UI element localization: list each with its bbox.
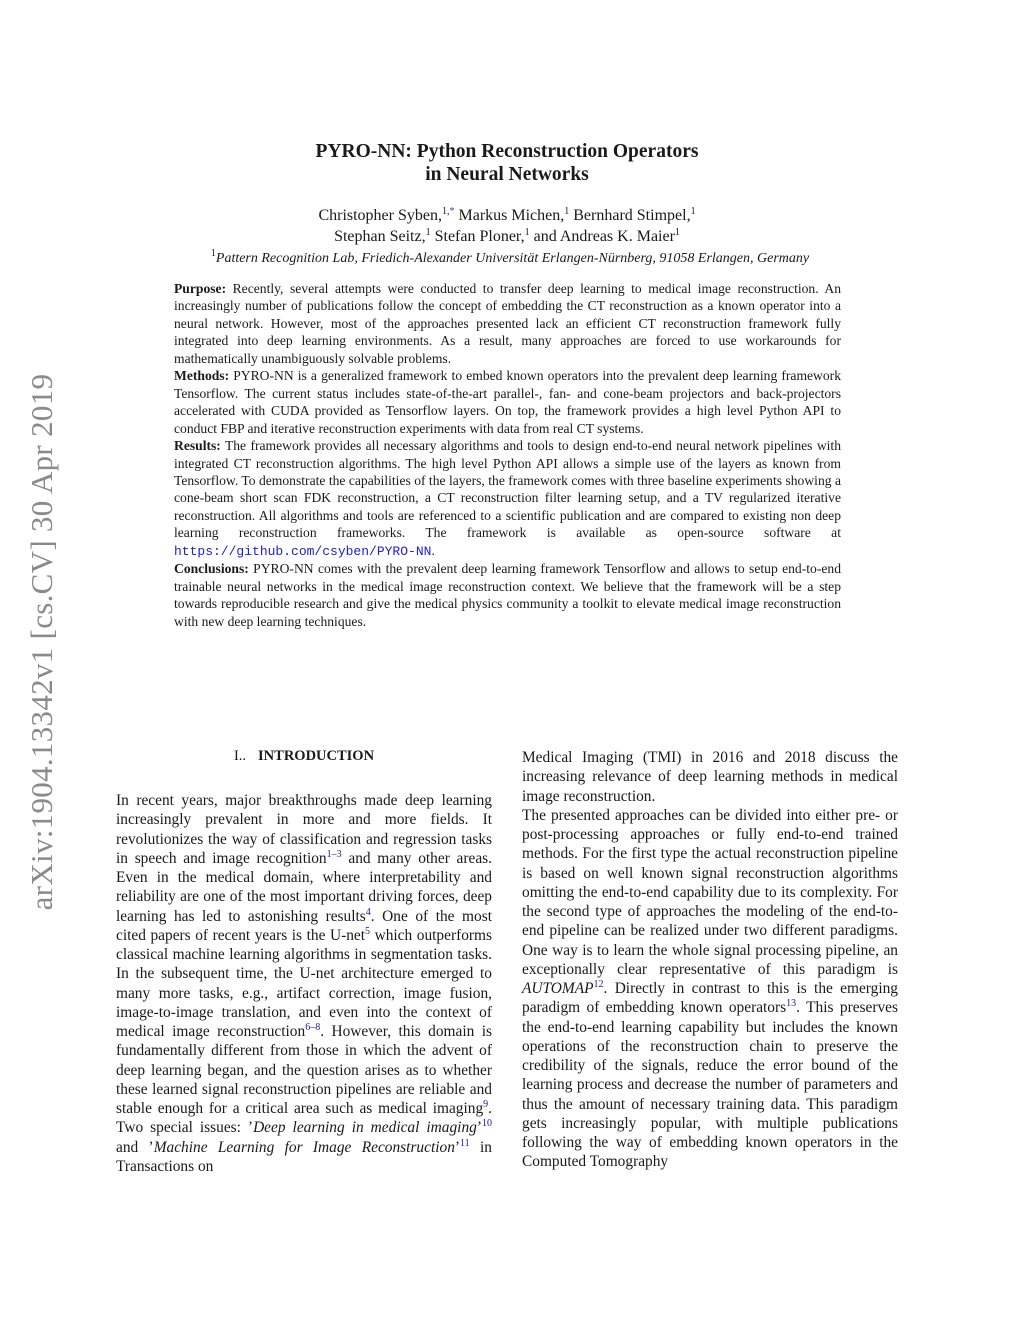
author: Christopher Syben,$^{1,*}$ [318, 206, 455, 224]
citation[interactable]: 6–8 [305, 1022, 321, 1033]
body-paragraph: The presented approaches can be divided into either pre- or post-processing approaches or fully end-to-end trained methods. For the first type the actual reconstruction pipeline is based on well known signal reconstruction algorithms omitting the end-to-end capability due to its complexity. For the second type of approaches the modeling of the end-to-end pipeline can be realized under two different paradigms. One way is to learn the whole signal processing pipeline, an exceptionally clear representative of this paradigm is AUTOMAP$^{12}$. Directly in contrast to this is the emerging paradigm of embedding known operators$^{13}$. This preserves the end-to-end learning capability but includes the known operations of the reconstruction chain to preserve the credibility of the signals, reduce the error bound of the learning process and decrease the number of parameters and thus the amount of necessary training data. This paradigm gets increasingly popular, with multiple publications following the way of embedding known operators in the Computed Tomography [522, 806, 898, 1171]
citation[interactable]: 5 [365, 925, 371, 937]
author: and Andreas K. Maier$^1$ [533, 227, 680, 245]
author: Stephan Seitz,$^1$ [334, 227, 431, 245]
citation[interactable]: 9 [483, 1099, 489, 1110]
left-column [116, 791, 492, 1176]
section-heading: I.. INTRODUCTION [233, 748, 375, 764]
citation[interactable]: 10 [482, 1118, 492, 1130]
author: Stefan Ploner,$^1$ [434, 227, 530, 245]
body-paragraph: In recent years, major breakthroughs made deep learning increasingly prevalent in more and more fields. It revolutionizes the way of classification and regression tasks in speech and image recognition$^{1-3}$ and many other areas. Even in the medical domain, where interpretability and reliability are one of the most important driving forces, deep learning has led to astonishing results$^4$. One of the most cited papers of recent years is the U-net$^5$ which outperforms classical machine learning algorithms in segmentation tasks. In the subsequent time, the U-net architecture emerged to many more tasks, e.g., artifact correction, image fusion, image-to-image translation, and even into the context of medical image reconstruction$^{6-8}$. However, this domain is fundamentally different from those in which the advent of deep learning began, and the question arises as to whether these learned signal reconstruction pipelines are reliable and stable enough for a critical area such as medical imaging$^9$. Two special issues: ’Deep learning in medical imaging’$^{10}$ and ’Machine Learning for Image Reconstruction’$^{11}$ in Transactions on [116, 792, 493, 1175]
citation[interactable]: 11 [460, 1137, 470, 1149]
citation[interactable]: 12 [593, 979, 604, 990]
github-link[interactable]: https://github.com/csyben/PYRO-NN [174, 543, 432, 559]
affiliation: $^1$Pattern Recognition Lab, Friedich-Alexander Universität Erlangen-Nürnberg, 91058 Erlangen, Germany [210, 248, 810, 266]
paper-title [0, 140, 1014, 186]
author: Markus Michen,$^1$ [458, 206, 570, 224]
abstract-methods: Methods: PYRO-NN is a generalized framework to embed known operators into the prevalent deep learning framework Tensorflow. The current status includes state-of-the-art parallel-, fan- and cone-beam projectors and back-projectors accelerated with CUDA provided as Tensorflow layers. On top, the framework provides a high level Python API to conduct FBP and iterative reconstruction experiments with data from real CT systems. [174, 368, 841, 436]
citation[interactable]: 1–3 [326, 848, 342, 860]
arxiv-identifier-stamp: arXiv:1904.13342v1 [cs.CV] 30 Apr 2019 [24, 373, 59, 911]
abstract-results: Results: The framework provides all necessary algorithms and tools to design end-to-end neural network pipelines with integrated CT reconstruction algorithms. The high level Python API allows a simple use of the layers as known from Tensorflow. To demonstrate the capabilities of the layers, the framework comes with three baseline experiments showing a cone-beam short scan FDK reconstruction, a CT reconstruction filter learning setup, and a TV regularized iterative reconstruction. All algorithms and tools are referenced to a scientific publication and are compared to existing non deep learning reconstruction frameworks. The framework is available as open-source software at https://github.com/csyben/PYRO-NN. [174, 438, 841, 559]
abstract [174, 280, 841, 630]
author: Bernhard Stimpel,$^1$ [573, 206, 696, 224]
title-line: PYRO-NN: Python Reconstruction Operators [315, 141, 699, 162]
title-line: in Neural Networks [425, 164, 589, 185]
abstract-conclusions: Conclusions: PYRO-NN comes with the prevalent deep learning framework Tensorflow and allows to setup end-to-end trainable neural networks in the medical image reconstruction context. We believe that the framework will be a step towards reproducible research and give the medical physics community a toolkit to elevate medical image reconstruction with new deep learning techniques. [174, 561, 841, 629]
citation[interactable]: 4 [365, 906, 371, 918]
body-paragraph: Medical Imaging (TMI) in 2016 and 2018 discuss the increasing relevance of deep learning methods in medical image reconstruction. [522, 749, 898, 805]
author-list [0, 205, 1014, 247]
abstract-purpose: Purpose: Recently, several attempts were conducted to transfer deep learning to medical image reconstruction. An increasingly number of publications follow the concept of embedding the CT reconstruction as a known operator into a neural network. However, most of the approaches presented lack an efficient CT reconstruction framework fully integrated into deep learning environments. As a result, many approaches are forced to use workarounds for mathematically unambiguously solvable problems. [174, 281, 841, 366]
right-column [522, 748, 898, 1172]
citation[interactable]: 13 [786, 998, 797, 1010]
